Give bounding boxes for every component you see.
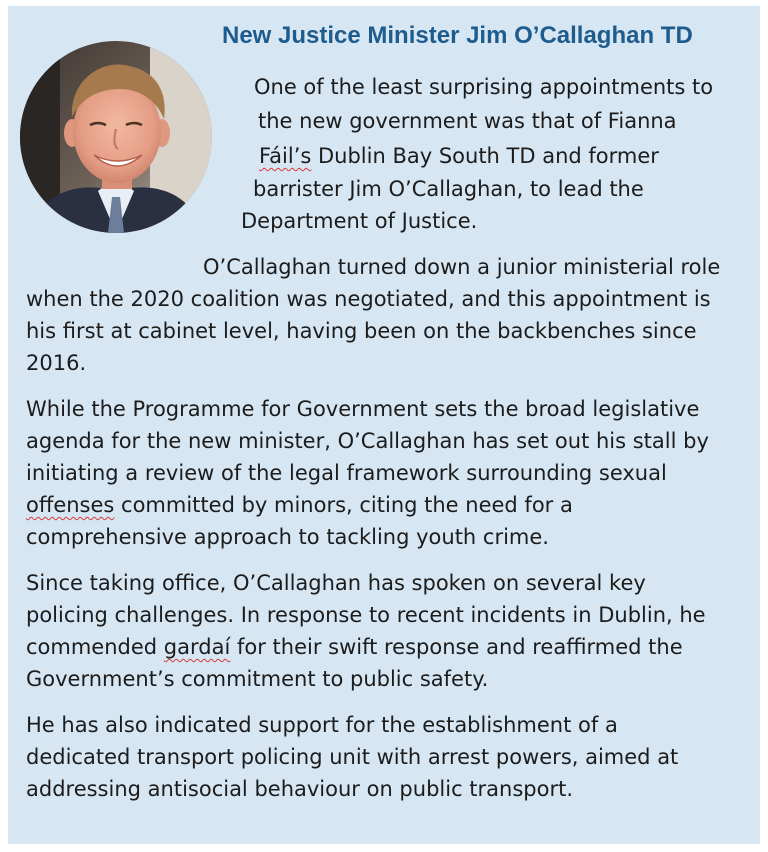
paragraph-1-line-3 bbox=[259, 146, 659, 167]
paragraph-5-line-1: He has also indicated support for the establishment of a bbox=[26, 713, 618, 737]
spellcheck-word: offenses bbox=[26, 493, 115, 517]
paragraph-2-line-1: O’Callaghan turned down a junior ministerial role bbox=[203, 255, 721, 279]
paragraph-4-line-1: Since taking office, O’Callaghan has spoken on several key bbox=[26, 571, 646, 595]
paragraph-1-line-3-rest: Dublin Bay South TD and former bbox=[311, 144, 659, 168]
paragraph-1-line-2: the new government was that of Fianna bbox=[258, 109, 677, 133]
paragraph-4-line-2: policing challenges. In response to recent incidents in Dublin, he bbox=[26, 603, 706, 627]
paragraph-1-line-5: Department of Justice. bbox=[241, 209, 478, 233]
paragraph-4-line-4: Government’s commitment to public safety. bbox=[26, 667, 489, 691]
paragraph-3-line-5: comprehensive approach to tackling youth crime. bbox=[26, 525, 549, 549]
article-title: New Justice Minister Jim O’Callaghan TD bbox=[222, 22, 693, 49]
portrait-illustration bbox=[20, 41, 212, 233]
portrait-photo bbox=[20, 41, 212, 233]
paragraph-3-line-1: While the Programme for Government sets the broad legislative bbox=[26, 397, 700, 421]
paragraph-2-line-3: his first at cabinet level, having been on the backbenches since bbox=[26, 319, 697, 343]
paragraph-2-line-4: 2016. bbox=[26, 351, 87, 375]
paragraph-5-line-3: addressing antisocial behaviour on public transport. bbox=[26, 777, 574, 801]
paragraph-3-line-2: agenda for the new minister, O’Callaghan has set out his stall by bbox=[26, 429, 709, 453]
paragraph-3-line-3: initiating a review of the legal framework surrounding sexual bbox=[26, 461, 667, 485]
paragraph-3-line-4-rest: committed by minors, citing the need for a bbox=[114, 493, 573, 517]
spellcheck-word: Fáil’s bbox=[259, 144, 312, 168]
paragraph-1-line-1: One of the least surprising appointments to bbox=[254, 75, 714, 99]
paragraph-3-line-4 bbox=[26, 495, 573, 516]
spellcheck-word: gardaí bbox=[163, 635, 231, 659]
paragraph-2-line-2: when the 2020 coalition was negotiated, and this appointment is bbox=[26, 287, 711, 311]
paragraph-4-line-3 bbox=[26, 637, 683, 658]
paragraph-5-line-2: dedicated transport policing unit with arrest powers, aimed at bbox=[26, 745, 679, 769]
paragraph-4-line-3-rest: for their swift response and reaffirmed the bbox=[230, 635, 683, 659]
paragraph-4-line-3-start: commended bbox=[26, 635, 164, 659]
paragraph-1-line-4: barrister Jim O’Callaghan, to lead the bbox=[253, 177, 644, 201]
